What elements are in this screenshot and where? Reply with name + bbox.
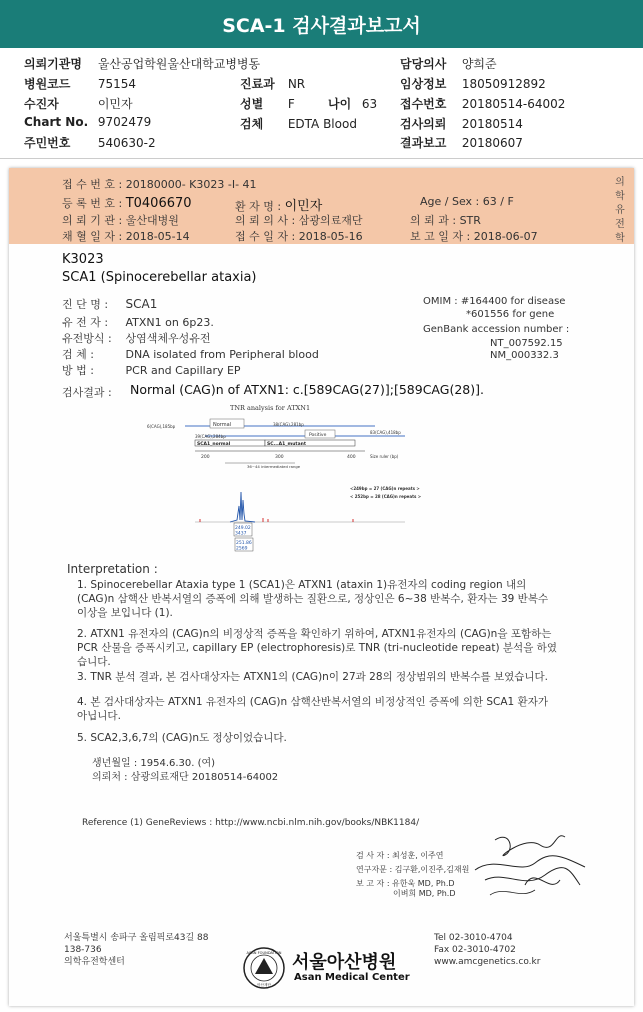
- side-char: 의: [615, 177, 625, 188]
- genbank-nt: NT_007592.15: [490, 338, 563, 349]
- seal-caption: ASAN FOUNDATION: [246, 951, 282, 955]
- age-value: 63: [361, 97, 378, 111]
- footer-contact: [434, 932, 540, 968]
- specimen-value: EDTA Blood: [287, 117, 357, 131]
- age-label: 나이: [328, 97, 352, 111]
- report-label: 결과보고: [400, 136, 447, 150]
- peak-1-size: 249.02: [235, 526, 251, 531]
- diag-value: SCA1: [125, 297, 158, 311]
- peak-1-height: 3437: [235, 531, 247, 537]
- reporter-2: 이벼희 MD, Ph.D: [393, 889, 456, 898]
- reg-num-label: 등 록 번 호 :: [62, 197, 123, 210]
- req-value: 20180514: [461, 117, 523, 131]
- test-code: K3023: [62, 252, 104, 267]
- rrn-row: [24, 134, 156, 151]
- gene-label: 유 전 자 :: [62, 316, 109, 329]
- specimen-label: 검체: [240, 117, 264, 131]
- age-sex-label: Age / Sex :: [420, 195, 480, 208]
- code-label: 병원코드: [24, 77, 71, 91]
- diag-label: 진 단 명 :: [62, 298, 109, 311]
- omim-disease: #164400 for disease: [460, 296, 566, 307]
- side-char: 학: [615, 233, 625, 244]
- doctor-label: 담당의사: [400, 57, 447, 71]
- birth-date: 생년월일 : 1954.6.30. (여): [92, 758, 216, 769]
- tester: 검 사 자 : 최성훈, 이주연: [356, 851, 444, 860]
- tnr-label-3: 38(CAG),281bp: [273, 422, 304, 427]
- report-date: [410, 228, 538, 244]
- code-row: [24, 75, 136, 92]
- tnr-positive-label: Positive: [309, 433, 327, 438]
- reg-num: [62, 195, 192, 211]
- report-dept-value: STR: [459, 214, 481, 227]
- hospital-value: 울산공업학원울산대학교병병동: [97, 57, 261, 71]
- tnr-tick-300: 300: [275, 455, 284, 460]
- tnr-normal-label: Normal: [213, 422, 232, 428]
- seal-subcaption: 아산재단: [257, 983, 271, 987]
- tnr-tick-400: 400: [347, 455, 356, 460]
- sex-label: 성별: [240, 97, 264, 111]
- sex-row: [240, 95, 295, 112]
- org-label: 의 뢰 기 관 :: [62, 214, 123, 227]
- reg-no-value: 20180000- K3023 -I- 41: [125, 178, 257, 191]
- method-value: PCR and Capillary EP: [125, 364, 241, 377]
- report-dept: [410, 212, 481, 228]
- interp-3: 3. TNR 분석 결과, 본 검사대상자는 ATXN1의 (CAG)n이 27과 28의 정상범위의 반복수를 보였습니다.: [77, 671, 548, 683]
- tnr-label-1: 6(CAG),185bp: [147, 424, 176, 429]
- electropherogram-noise: [200, 518, 353, 522]
- receive-date: [235, 228, 363, 244]
- genbank-label: GenBank accession number :: [423, 324, 570, 335]
- peak-2-size: 251.86: [236, 541, 252, 546]
- side-char: 전: [615, 219, 625, 230]
- org-value: 울산대병원: [125, 214, 179, 227]
- side-char: 학: [615, 191, 625, 202]
- footer-address: [64, 932, 209, 968]
- mode-label: 유전방식 :: [62, 332, 112, 345]
- reg-num-value: T0406670: [125, 196, 192, 211]
- omim-gene: *601556 for gene: [466, 309, 555, 320]
- spec-row: [62, 346, 319, 362]
- report-date-value: 2018-06-07: [473, 230, 538, 243]
- interp-5: 5. SCA2,3,6,7의 (CAG)n도 정상이었습니다.: [77, 732, 287, 744]
- tel: Tel 02-3010-4704: [434, 933, 513, 943]
- chart-row: [24, 115, 151, 129]
- report-date-label: 보 고 일 자 :: [410, 230, 471, 243]
- accept-label: 접수번호: [400, 97, 447, 111]
- req-row: [400, 115, 523, 132]
- asan-seal-icon: [242, 946, 286, 990]
- report-dept-label: 의 뢰 과 :: [410, 214, 457, 227]
- sex-value: F: [287, 97, 295, 111]
- gene-value: ATXN1 on 6p23.: [125, 316, 214, 329]
- interp-2: 2. ATXN1 유전자의 (CAG)n의 비정상적 증폭을 확인하기 위하여, ATXN1유전자의 (CAG)n을 포함하는 PCR 산물을 증폭시키고, capillary EP (electrophoresis)로 TNR (tri-nucleotide repeat) 분석을 하였습니다.: [77, 628, 557, 668]
- tnr-annotation-1: <249bp = 27 (CAG)n repeats >: [350, 486, 420, 491]
- doctor-value: 양희준: [461, 57, 497, 71]
- req-label: 검사의뢰: [400, 117, 447, 131]
- hospital-logo-en: Asan Medical Center: [294, 972, 410, 983]
- tnr-bar-normal-label: SCA1_normal: [197, 442, 231, 447]
- dept-label: 진료과: [240, 77, 275, 91]
- test-name: SCA1 (Spinocerebellar ataxia): [62, 270, 257, 285]
- website-link[interactable]: www.amcgenetics.co.kr: [434, 957, 541, 967]
- specimen-row: [240, 115, 357, 132]
- gene-row: [62, 314, 214, 330]
- sample-date-value: 2018-05-14: [125, 230, 190, 243]
- rrn-label: 주민번호: [24, 136, 71, 150]
- spec-value: DNA isolated from Peripheral blood: [125, 348, 319, 361]
- receive-date-value: 2018-05-16: [298, 230, 363, 243]
- center-name: 의학유전학센터: [64, 957, 125, 967]
- doctor-row: [400, 55, 497, 72]
- report-title: SCA-1 검사결과보고서: [0, 0, 643, 48]
- chart-value: 9702479: [97, 115, 152, 129]
- report-value: 20180607: [461, 136, 523, 150]
- tnr-size-ruler: Size ruler (bp): [370, 454, 399, 459]
- clinical-value: 18050912892: [461, 77, 546, 91]
- report-row: [400, 134, 523, 151]
- accept-value: 20180514-64002: [461, 97, 566, 111]
- patient-value: 이민자: [97, 97, 133, 111]
- org: [62, 212, 179, 228]
- method-row: [62, 362, 241, 378]
- patient-name-value: 이민자: [284, 199, 323, 214]
- sample-date: [62, 228, 190, 244]
- patient-name-label: 환 자 명 :: [235, 200, 282, 213]
- reporter: 보 고 자 : 유한욱 MD, Ph.D: [356, 879, 455, 888]
- sample-date-label: 채 혈 일 자 :: [62, 230, 123, 243]
- mode-row: [62, 330, 211, 346]
- tnr-range: 36~44 intermediated range: [247, 464, 301, 469]
- receive-date-label: 접 수 일 자 :: [235, 230, 296, 243]
- result-value: Normal (CAG)n of ATXN1: c.[589CAG(27)];[589CAG(28)].: [130, 382, 484, 397]
- method-label: 방 법 :: [62, 364, 94, 377]
- genbank-nm: NM_000332.3: [490, 350, 559, 361]
- patient-label: 수진자: [24, 97, 59, 111]
- requester-value: 삼광의료재단: [298, 214, 363, 227]
- reference: Reference (1) GeneReviews : http://www.ncbi.nlm.nih.gov/books/NBK1184/: [82, 818, 420, 828]
- side-vertical-text: [613, 176, 627, 246]
- age-row: [328, 95, 377, 112]
- reg-no: [62, 176, 257, 192]
- rrn-value: 540630-2: [97, 136, 156, 150]
- requester-number: 의뢰처 : 삼광의료재단 20180514-64002: [92, 772, 279, 783]
- tnr-label-2: 39(CAG),284bp: [195, 434, 226, 439]
- interp-1: 1. Spinocerebellar Ataxia type 1 (SCA1)은 ATXN1 (ataxin 1)유전자의 coding region 내의 (CAG)n 삼핵산 반복서열의 증폭에 의해 발생하는 질환으로, 정상인은 6~38 반복수, 환자는 39 반복수 이상을 보입니다 (1).: [77, 579, 549, 619]
- tnr-tick-200: 200: [201, 455, 210, 460]
- signature-scribble: [465, 825, 595, 905]
- accept-row: [400, 95, 565, 112]
- tnr-title: TNR analysis for ATXN1: [230, 404, 311, 412]
- patient-row: [24, 95, 133, 112]
- omim-label: OMIM :: [423, 296, 458, 307]
- interp-4: 4. 본 검사대상자는 ATXN1 유전자의 (CAG)n 삼핵산반복서열의 비정상적인 증폭에 의한 SCA1 환자가 아닙니다.: [77, 696, 548, 722]
- tnr-label-5: 83(CAG),418bp: [370, 430, 401, 435]
- hospital-logo-kr: 서울아산병원: [292, 952, 397, 973]
- result-label: 검사결과 :: [62, 386, 112, 399]
- requester: [235, 212, 362, 228]
- hospital-row: [24, 55, 260, 72]
- chart-label: Chart No.: [24, 115, 89, 129]
- header-divider: [0, 158, 643, 159]
- clinical-label: 임상정보: [400, 77, 447, 91]
- dept-row: [240, 75, 305, 92]
- reg-no-label: 접 수 번 호 :: [62, 178, 123, 191]
- spec-label: 검 체 :: [62, 348, 94, 361]
- advisors: 연구자문 : 김구환,이진주,김재원: [356, 865, 470, 874]
- requester-label: 의 뢰 의 사 :: [235, 214, 296, 227]
- diag-row: [62, 296, 157, 312]
- postal-code: 138-736: [64, 945, 102, 955]
- tnr-annotation-2: < 252bp = 28 (CAG)n repeats >: [350, 494, 422, 499]
- tnr-diagram: [147, 398, 455, 558]
- age-sex: [420, 195, 514, 208]
- address-line-1: 서울특별시 송파구 올림픽로43길 88: [64, 933, 209, 943]
- code-value: 75154: [97, 77, 137, 91]
- dept-value: NR: [287, 77, 306, 91]
- hospital-label: 의뢰기관명: [24, 57, 82, 71]
- clinical-row: [400, 75, 546, 92]
- mode-value: 상염색체우성유전: [125, 332, 211, 345]
- peak-2-height: 2569: [236, 546, 248, 552]
- side-char: 유: [615, 205, 625, 216]
- omim: [423, 296, 565, 307]
- interpretation-title: Interpretation :: [67, 562, 158, 576]
- fax: Fax 02-3010-4702: [434, 945, 516, 955]
- tnr-bar-mutant-label: SC...A1_mutant: [267, 442, 306, 447]
- age-sex-value: 63 / F: [482, 195, 514, 208]
- electropherogram-peaks: [230, 492, 255, 522]
